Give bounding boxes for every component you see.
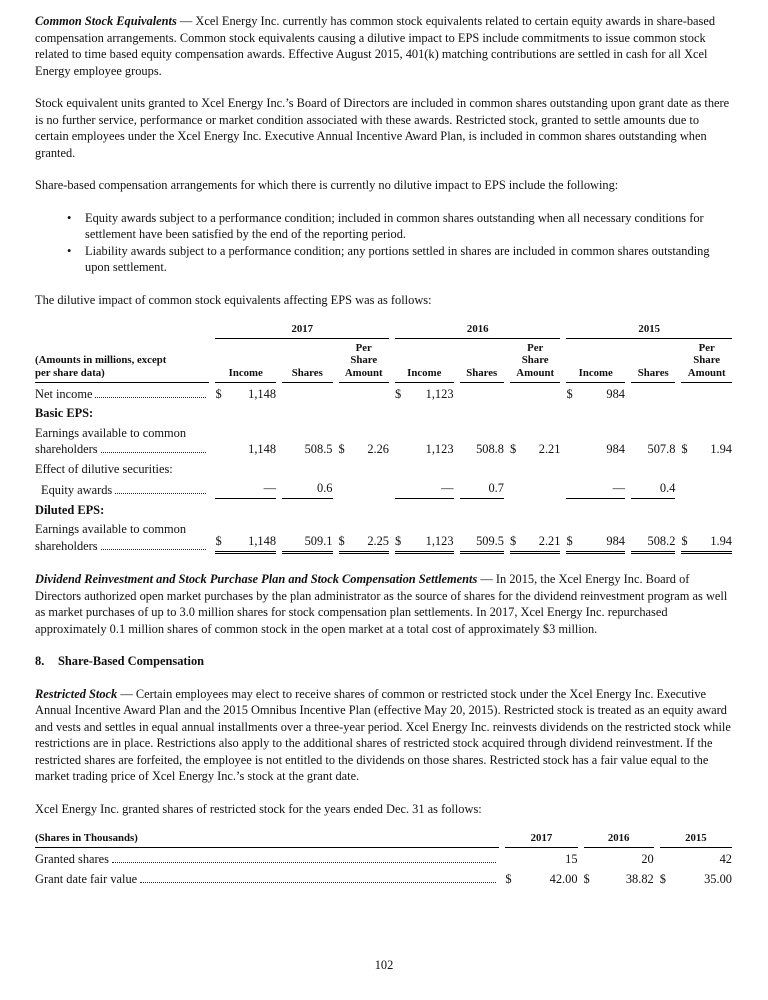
- column-header: Income: [215, 367, 276, 383]
- year-header-cell: [657, 830, 735, 849]
- row-label-cell: [35, 869, 502, 889]
- column-header-cell: [392, 340, 457, 384]
- column-header-cell: [212, 340, 279, 384]
- paragraph-dilutive-impact-intro: The dilutive impact of common stock equivalents affecting EPS was as follows:: [35, 292, 432, 307]
- bullet-list: [35, 210, 735, 276]
- column-header-cell: [336, 340, 393, 384]
- table-cell: $ 1.94: [681, 442, 732, 457]
- table-row-year-headers: [35, 321, 735, 340]
- table-cell: 42: [719, 852, 732, 867]
- paragraph-lead: Common Stock Equivalents: [35, 14, 177, 28]
- table-cell: 508.2: [628, 519, 678, 555]
- table-row-section-effect: [35, 459, 735, 479]
- paragraph-lead: Restricted Stock: [35, 686, 118, 701]
- column-header-cell: [563, 340, 628, 384]
- row-label-cell: [35, 519, 212, 555]
- table-cell: 0.6: [279, 478, 335, 500]
- column-header: Per Share Amount: [681, 342, 732, 383]
- table-row-diluted-earnings: [35, 519, 735, 555]
- column-header: Income: [395, 367, 454, 383]
- year-header: 2017: [215, 323, 389, 339]
- column-header: Shares: [631, 367, 675, 383]
- row-label: Net income: [35, 386, 93, 401]
- row-label-cell: [35, 849, 502, 869]
- paragraph-lead: Dividend Reinvestment and Stock Purchase Plan and Stock Compensation Settlements: [35, 572, 478, 587]
- paragraph-granted-shares-intro: Xcel Energy Inc. granted shares of restricted stock for the years ended Dec. 31 as follows:: [35, 801, 482, 816]
- table-cell: $ 1.94: [678, 519, 735, 555]
- table-cell: $ 1,148: [212, 519, 279, 555]
- table-cell: 0.7: [457, 478, 507, 500]
- table-row-grant-date-fair-value: [35, 869, 735, 889]
- table-row-headers: [35, 830, 735, 849]
- row-label-line1: Earnings available to common: [35, 522, 187, 537]
- table-row-basic-earnings: [35, 423, 735, 459]
- column-header: Shares: [282, 367, 332, 383]
- table-cell: —: [212, 478, 279, 500]
- table-cell: $ 1,148: [215, 386, 277, 401]
- page-number: 102: [374, 957, 394, 972]
- table-row-net-income: [35, 384, 735, 404]
- row-label-cell: [35, 384, 212, 404]
- dot-leader: [95, 397, 206, 398]
- row-label-line1: Earnings available to common: [35, 425, 187, 440]
- table-cell: —: [392, 478, 457, 500]
- year-header-cell: [212, 321, 392, 340]
- eps-dilution-table: [35, 321, 735, 555]
- label-header: (Amounts in millions, except per share data): [35, 354, 209, 382]
- column-header-cell: [628, 340, 678, 384]
- paragraph-share-based-intro: Share-based compensation arrangements for which there is currently no dilutive impact to EPS include the following:: [35, 178, 619, 192]
- year-header-cell: [581, 830, 657, 849]
- dot-leader: [140, 882, 496, 883]
- year-header-cell: [392, 321, 563, 340]
- column-header-cell: [279, 340, 335, 384]
- table-cell: $ 2.21: [507, 519, 564, 555]
- table-cell: $ 2.26: [338, 442, 389, 457]
- column-header: Shares: [460, 367, 504, 383]
- table-cell: $ 984: [566, 386, 625, 401]
- table-cell: $ 984: [563, 519, 628, 555]
- paragraph-text: — In 2015, the Xcel Energy Inc. Board of Directors authorized open market purchases by the plan administrator as the source of shares for the dividend reinvestment program as well as market purchases of up to 3.0 million shares for stock compensation plan settlements. In 2017, Xcel Energy Inc. repurchased approximately 0.1 million shares of common stock in the open market at a total cost of approximately $3 million.: [35, 572, 728, 636]
- label-header-cell: [35, 830, 502, 849]
- year-header: 2015: [660, 832, 732, 848]
- column-header-cell: [457, 340, 507, 384]
- row-label-line2: shareholders: [35, 442, 98, 457]
- paragraph-text: — Certain employees may elect to receive shares of common or restricted stock under the Xcel Energy Inc. Executive Annual Incentive Award Plan and the 2015 Omnibus Incentive Plan (effective May 20, 2015). Restricted stock is treated as an equity award and vests and settles in equal annual installments over a three-year period. Xcel Energy Inc. reinvests dividends on the restricted stock while restrictions are in place. Restrictions also apply to the additional shares of restricted stock acquired through dividend reinvestment. If the restricted shares are forfeited, the employee is not entitled to the dividends on those shares. Restricted stock has a fair value equal to the market trading price of Xcel Energy Inc.’s stock at the grant date.: [35, 686, 731, 784]
- table-cell: 508.8: [476, 442, 504, 457]
- table-cell: 20: [641, 852, 654, 867]
- dot-leader: [112, 862, 496, 863]
- section-title: Share-Based Compensation: [58, 654, 205, 669]
- table-cell: 984: [606, 442, 625, 457]
- section-label: Effect of dilutive securities:: [35, 461, 173, 476]
- table-cell: $ 1,123: [392, 519, 457, 555]
- table-cell: —: [563, 478, 628, 500]
- table-cell: 15: [565, 852, 578, 867]
- table-cell: 1,148: [248, 442, 277, 457]
- table-cell: $ 2.21: [509, 442, 561, 457]
- bullet-icon: •: [67, 243, 72, 258]
- dot-leader: [101, 452, 207, 453]
- year-header: 2017: [505, 832, 577, 848]
- table-cell: 507.8: [647, 442, 676, 457]
- row-label: Equity awards: [41, 483, 113, 498]
- table-cell: 509.1: [279, 519, 335, 555]
- section-label: Basic EPS:: [35, 406, 94, 421]
- row-label: Grant date fair value: [35, 871, 138, 886]
- table-cell: $ 42.00: [505, 871, 578, 886]
- list-item: [35, 210, 735, 243]
- paragraph-stock-equivalent-units: Stock equivalent units granted to Xcel Energy Inc.’s Board of Directors are included in common shares outstanding upon grant date as there is no further service, performance or market condition associated with these awards. Restricted stock, granted to settle amounts due to certain employees under the Xcel Energy Inc. Executive Annual Incentive Award Plan, is included in common shares outstanding when granted.: [35, 96, 730, 160]
- section-label: Diluted EPS:: [35, 502, 105, 517]
- restricted-stock-grants-table: [35, 830, 735, 888]
- paragraph-dividend-reinvestment: [35, 571, 735, 637]
- table-cell: $ 38.82: [583, 871, 654, 886]
- column-header: Per Share Amount: [510, 342, 561, 383]
- column-header-cell: [507, 340, 564, 384]
- table-cell: 0.4: [628, 478, 678, 500]
- table-cell: $ 2.25: [336, 519, 393, 555]
- row-label: Granted shares: [35, 852, 109, 867]
- column-header: Income: [566, 367, 625, 383]
- label-header-cell: [35, 340, 212, 384]
- bullet-text: Liability awards subject to a performance condition; any portions settled in shares are included in common shares outstanding upon settlement.: [85, 243, 710, 274]
- table-cell: 509.5: [457, 519, 507, 555]
- table-cell: 508.5: [304, 442, 333, 457]
- table-cell: $ 35.00: [659, 871, 732, 886]
- section-heading-8: [35, 653, 735, 670]
- table-cell: 1,123: [425, 442, 454, 457]
- dot-leader: [115, 493, 206, 494]
- list-item: [35, 243, 735, 276]
- bullet-icon: •: [67, 210, 72, 225]
- year-header: 2016: [395, 323, 560, 339]
- label-header: (Shares in Thousands): [35, 832, 499, 848]
- year-header-cell: [502, 830, 580, 849]
- column-header-cell: [678, 340, 735, 384]
- year-header: 2016: [584, 832, 654, 848]
- row-label-cell: [35, 423, 212, 459]
- year-header: 2015: [566, 323, 732, 339]
- column-header: Per Share Amount: [339, 342, 390, 383]
- table-row-granted-shares: [35, 849, 735, 869]
- dot-leader: [101, 549, 207, 550]
- table-row-column-headers: [35, 340, 735, 384]
- paragraph-text: — Xcel Energy Inc. currently has common stock equivalents related to certain equity awards in share-based compensation arrangements. Common stock equivalents causing a dilutive impact to EPS include commitments to issue common stock related to time based equity compensation awards. Effective August 2015, 401(k) matching contributions are settled in cash for all Xcel Energy employee groups.: [35, 14, 716, 78]
- bullet-text: Equity awards subject to a performance condition; included in common shares outstanding when all necessary conditions for settlement have been satisfied by the end of the reporting period.: [85, 210, 704, 241]
- row-label-cell: [35, 478, 212, 500]
- table-row-section-diluted-eps: [35, 500, 735, 520]
- table-row-equity-awards: [35, 478, 735, 500]
- row-label-line2: shareholders: [35, 538, 98, 553]
- paragraph-restricted-stock: [35, 686, 735, 785]
- table-cell: $ 1,123: [395, 386, 454, 401]
- paragraph-common-stock-equivalents: [35, 13, 735, 79]
- year-header-cell: [563, 321, 735, 340]
- table-row-section-basic-eps: [35, 403, 735, 423]
- section-number: 8.: [35, 654, 45, 669]
